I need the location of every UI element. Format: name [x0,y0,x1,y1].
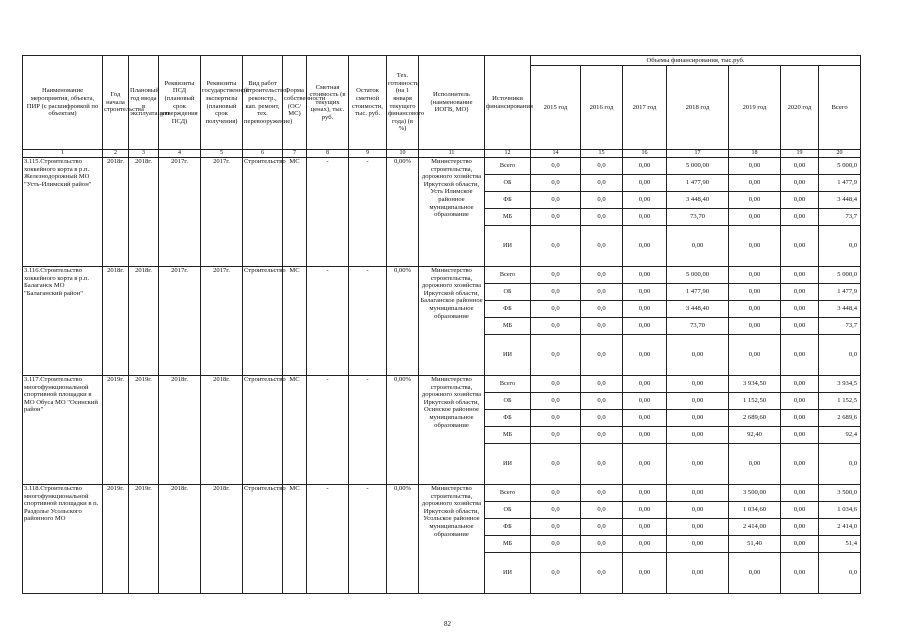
table-row [23,158,861,175]
funding-value: 0,0 [819,226,861,267]
funding-value: 0,00 [781,444,819,485]
funding-value: 2 689,60 [729,410,781,427]
funding-value: 1 477,9 [819,175,861,192]
funding-value: 0,0 [531,226,581,267]
ownership-form: МС [283,485,307,594]
column-index: 19 [781,150,819,158]
work-type: Строительство [243,267,283,376]
col-work-type-header: Вид работ (строительство, реконстр., кап. ремонт, тех. перевооружение) [243,56,283,150]
funding-value: 0,00 [623,519,667,536]
column-index: 2 [103,150,129,158]
plan-year: 2018г. [129,158,159,267]
table-row [23,485,861,502]
funding-value: 0,00 [623,267,667,284]
funding-source: ФБ [485,410,531,427]
column-index-row [23,150,861,158]
psd-date: 2018г. [159,376,201,485]
col-psd-header: Реквизиты ПСД (плановый срок утверждения ПСД) [159,56,201,150]
expertise-date: 2018г. [201,485,243,594]
funding-value: 0,00 [781,301,819,318]
funding-value: 51,40 [729,536,781,553]
remaining-cost: - [349,485,387,594]
funding-value: 0,00 [729,444,781,485]
year-header: 2020 год [781,66,819,150]
funding-value: 0,00 [781,192,819,209]
column-index: 7 [283,150,307,158]
funding-value: 1 477,9 [819,284,861,301]
start-year: 2018г. [103,158,129,267]
funding-value: 0,00 [623,376,667,393]
funding-source: Всего [485,267,531,284]
expertise-date: 2017г. [201,158,243,267]
funding-value: 0,0 [581,485,623,502]
funding-value: 1 477,90 [667,175,729,192]
col-executor-header: Исполнитель (наименование ИОГВ, МО) [419,56,485,150]
funding-source: ИИ [485,226,531,267]
funding-value: 73,7 [819,318,861,335]
col-ownership-header: Форма собственности (ОС/МС) [283,56,307,150]
funding-source: МБ [485,318,531,335]
funding-value: 0,00 [623,485,667,502]
funding-value: 0,0 [581,519,623,536]
year-header: 2017 год [623,66,667,150]
expertise-date: 2017г. [201,267,243,376]
column-index: 5 [201,150,243,158]
funding-value: 0,0 [531,376,581,393]
volumes-header: Объемы финансирования, тыс.руб. [531,56,861,66]
funding-value: 0,00 [781,410,819,427]
funding-value: 0,00 [729,284,781,301]
funding-value: 0,00 [781,175,819,192]
funding-value: 0,00 [781,553,819,594]
funding-source: Всего [485,485,531,502]
funding-source: Всего [485,376,531,393]
funding-value: 0,00 [623,209,667,226]
funding-value: 1 034,6 [819,502,861,519]
funding-source: ФБ [485,301,531,318]
column-index: 17 [667,150,729,158]
funding-value: 0,00 [667,444,729,485]
estimated-cost: - [307,267,349,376]
start-year: 2018г. [103,267,129,376]
funding-value: 0,00 [623,502,667,519]
estimated-cost: - [307,376,349,485]
funding-value: 0,00 [781,267,819,284]
column-index: 20 [819,150,861,158]
tech-readiness: 0,00% [387,267,419,376]
executor: Министерство строительства, дорожного хозяйства Иркутской области, Осинское районное муниципальное образование [419,376,485,485]
funding-value: 0,00 [623,158,667,175]
column-index: 12 [485,150,531,158]
funding-value: 3 934,5 [819,376,861,393]
col-estimated-cost-header: Сметная стоимость (в текущих ценах), тыс. руб. [307,56,349,150]
executor: Министерство строительства, дорожного хозяйства Иркутской области, Усть Илимское районное муниципальное образование [419,158,485,267]
project-name: 3.115.Строительство хоккейного корта в р.п. Железнодорожный МО "Усть-Илимский район" [23,158,103,267]
funding-value: 0,00 [623,553,667,594]
funding-value: 0,0 [819,335,861,376]
funding-value: 0,00 [729,318,781,335]
column-index: 14 [531,150,581,158]
ownership-form: МС [283,376,307,485]
executor: Министерство строительства, дорожного хозяйства Иркутской области, Усольское районное муниципальное образование [419,485,485,594]
funding-value: 3 934,50 [729,376,781,393]
plan-year: 2018г. [129,267,159,376]
funding-value: 2 414,00 [729,519,781,536]
funding-value: 0,00 [781,519,819,536]
table-body [23,158,861,594]
col-name-header: Наименование мероприятия, объекта, ПИР (с расшифровкой по объектам) [23,56,103,150]
funding-value: 0,00 [667,335,729,376]
funding-source: МБ [485,209,531,226]
funding-value: 0,0 [531,393,581,410]
project-name: 3.117.Строительство многофункциональной спортивной площадки в МО Обуса МО "Осинский район" [23,376,103,485]
plan-year: 2019г. [129,485,159,594]
funding-value: 0,00 [667,485,729,502]
expertise-date: 2018г. [201,376,243,485]
funding-source: ФБ [485,192,531,209]
funding-value: 0,0 [819,553,861,594]
funding-value: 0,00 [729,192,781,209]
column-index: 1 [23,150,103,158]
funding-value: 0,0 [581,427,623,444]
funding-value: 0,0 [581,301,623,318]
funding-value: 0,00 [623,284,667,301]
funding-source: МБ [485,536,531,553]
table-row [23,267,861,284]
project-name: 3.118.Строительство многофункциональной спортивной площадки в п. Раздолье Усольского районного МО [23,485,103,594]
funding-source: ОБ [485,284,531,301]
funding-value: 2 414,0 [819,519,861,536]
executor: Министерство строительства, дорожного хозяйства Иркутской области, Балаганское районное муниципальное образование [419,267,485,376]
funding-value: 0,00 [781,335,819,376]
funding-value: 73,7 [819,209,861,226]
funding-value: 5 000,0 [819,158,861,175]
column-index: 3 [129,150,159,158]
col-remaining-cost-header: Остаток сметной стоимости, тыс. руб. [349,56,387,150]
funding-value: 0,00 [623,301,667,318]
funding-value: 0,00 [729,158,781,175]
funding-value: 0,00 [729,335,781,376]
funding-source: ОБ [485,175,531,192]
table-row [23,376,861,393]
col-sources-header: Источники финансирования [485,56,531,150]
year-header: 2019 год [729,66,781,150]
funding-value: 0,00 [667,553,729,594]
funding-value: 0,00 [623,410,667,427]
table-header [23,56,861,158]
funding-value: 0,00 [623,226,667,267]
funding-value: 0,00 [623,192,667,209]
ownership-form: МС [283,158,307,267]
year-header: Всего [819,66,861,150]
work-type: Строительство [243,485,283,594]
funding-value: 0,00 [667,376,729,393]
funding-value: 0,00 [781,209,819,226]
funding-value: 0,00 [781,158,819,175]
col-plan-year-header: Плановый год ввода в эксплуатацию [129,56,159,150]
tech-readiness: 0,00% [387,158,419,267]
funding-value: 92,40 [729,427,781,444]
col-readiness-header: Тех. готовность (на 1 января текущего финансового года) (в %) [387,56,419,150]
funding-value: 0,00 [781,284,819,301]
funding-value: 0,00 [781,376,819,393]
funding-value: 0,0 [581,502,623,519]
start-year: 2019г. [103,376,129,485]
funding-value: 0,00 [729,301,781,318]
funding-value: 0,00 [781,393,819,410]
funding-value: 3 448,40 [667,301,729,318]
funding-value: 0,0 [531,410,581,427]
funding-value: 0,00 [623,536,667,553]
funding-value: 0,00 [729,553,781,594]
funding-value: 0,0 [581,175,623,192]
column-index: 18 [729,150,781,158]
funding-value: 0,00 [781,485,819,502]
funding-value: 0,0 [581,553,623,594]
start-year: 2019г. [103,485,129,594]
funding-value: 0,0 [531,536,581,553]
funding-value: 0,00 [667,536,729,553]
funding-value: 73,70 [667,209,729,226]
column-index: 10 [387,150,419,158]
column-index: 8 [307,150,349,158]
funding-value: 5 000,00 [667,158,729,175]
funding-value: 0,0 [581,335,623,376]
funding-source: ИИ [485,553,531,594]
funding-value: 0,0 [531,284,581,301]
funding-value: 0,00 [667,393,729,410]
funding-source: ФБ [485,519,531,536]
remaining-cost: - [349,158,387,267]
funding-value: 0,00 [729,226,781,267]
funding-value: 3 500,0 [819,485,861,502]
funding-value: 0,0 [531,553,581,594]
funding-value: 0,0 [581,226,623,267]
project-name: 3.116.Строительство хоккейного корта в р.п. Балаганск МО "Балаганский район" [23,267,103,376]
remaining-cost: - [349,267,387,376]
funding-source: ОБ [485,502,531,519]
funding-source: ИИ [485,335,531,376]
column-index: 16 [623,150,667,158]
funding-value: 1 477,90 [667,284,729,301]
funding-value: 0,0 [581,318,623,335]
funding-value: 51,4 [819,536,861,553]
funding-value: 0,00 [623,318,667,335]
funding-value: 0,0 [581,536,623,553]
funding-value: 0,00 [729,209,781,226]
funding-value: 0,0 [531,444,581,485]
psd-date: 2017г. [159,267,201,376]
funding-value: 3 448,40 [667,192,729,209]
funding-value: 0,00 [729,267,781,284]
psd-date: 2018г. [159,485,201,594]
funding-value: 5 000,0 [819,267,861,284]
funding-value: 0,00 [781,502,819,519]
funding-value: 0,0 [531,318,581,335]
year-header: 2016 год [581,66,623,150]
funding-source: МБ [485,427,531,444]
funding-value: 0,0 [581,284,623,301]
funding-value: 0,00 [667,519,729,536]
funding-source: ИИ [485,444,531,485]
psd-date: 2017г. [159,158,201,267]
financing-table [22,55,861,594]
funding-value: 0,0 [531,192,581,209]
funding-value: 0,0 [581,410,623,427]
year-header: 2015 год [531,66,581,150]
funding-value: 1 152,50 [729,393,781,410]
column-index: 6 [243,150,283,158]
funding-value: 0,0 [581,444,623,485]
funding-value: 3 500,00 [729,485,781,502]
year-header: 2018 год [667,66,729,150]
funding-value: 73,70 [667,318,729,335]
funding-value: 5 000,00 [667,267,729,284]
col-start-year-header: Год начала строительства [103,56,129,150]
funding-value: 0,0 [531,175,581,192]
funding-value: 1 034,60 [729,502,781,519]
remaining-cost: - [349,376,387,485]
funding-value: 2 689,6 [819,410,861,427]
funding-value: 0,00 [729,175,781,192]
funding-value: 0,0 [531,267,581,284]
funding-value: 0,00 [781,427,819,444]
column-index: 15 [581,150,623,158]
column-index: 11 [419,150,485,158]
tech-readiness: 0,00% [387,376,419,485]
estimated-cost: - [307,485,349,594]
funding-value: 0,00 [623,427,667,444]
plan-year: 2019г. [129,376,159,485]
funding-value: 0,0 [531,301,581,318]
estimated-cost: - [307,158,349,267]
funding-value: 0,00 [667,427,729,444]
col-expertise-header: Реквизиты государственной экспертизы (плановый срок получения) [201,56,243,150]
funding-value: 92,4 [819,427,861,444]
funding-value: 0,00 [781,536,819,553]
funding-value: 0,00 [667,410,729,427]
column-index: 9 [349,150,387,158]
funding-value: 3 448,4 [819,301,861,318]
funding-value: 0,0 [819,444,861,485]
funding-value: 0,00 [667,226,729,267]
funding-value: 0,0 [581,393,623,410]
funding-value: 0,0 [581,192,623,209]
funding-value: 0,0 [531,502,581,519]
funding-value: 0,00 [667,502,729,519]
funding-value: 0,0 [531,519,581,536]
funding-value: 0,0 [531,209,581,226]
funding-value: 0,0 [581,376,623,393]
ownership-form: МС [283,267,307,376]
tech-readiness: 0,00% [387,485,419,594]
funding-value: 0,0 [531,427,581,444]
funding-value: 0,00 [623,175,667,192]
page-number: 82 [444,620,451,628]
funding-value: 0,00 [623,444,667,485]
funding-value: 0,00 [623,335,667,376]
funding-value: 0,0 [531,158,581,175]
funding-value: 0,00 [781,226,819,267]
funding-value: 0,0 [581,267,623,284]
funding-source: Всего [485,158,531,175]
funding-value: 0,0 [581,209,623,226]
funding-value: 0,0 [581,158,623,175]
funding-source: ОБ [485,393,531,410]
funding-value: 0,0 [531,485,581,502]
funding-value: 0,0 [531,335,581,376]
work-type: Строительство [243,376,283,485]
column-index: 4 [159,150,201,158]
work-type: Строительство [243,158,283,267]
funding-value: 0,00 [623,393,667,410]
funding-value: 0,00 [781,318,819,335]
funding-value: 3 448,4 [819,192,861,209]
funding-value: 1 152,5 [819,393,861,410]
